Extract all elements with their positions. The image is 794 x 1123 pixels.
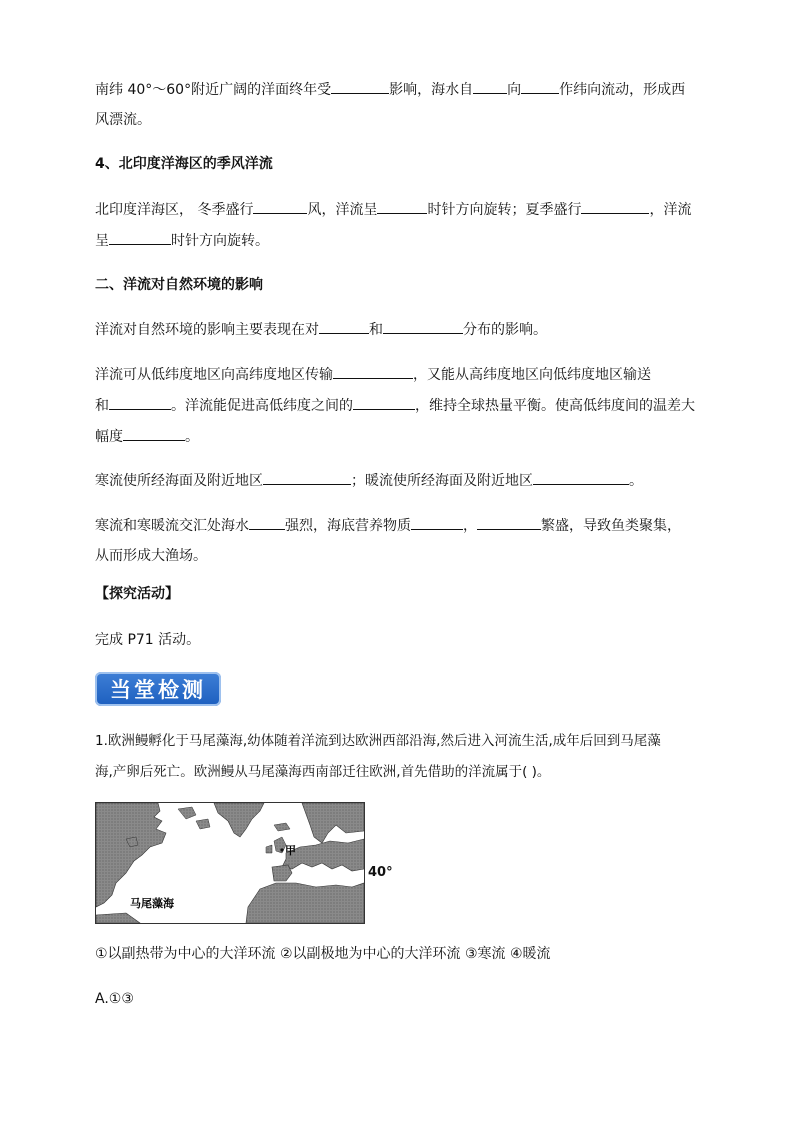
text-segment: 和 xyxy=(369,322,383,338)
atlantic-map xyxy=(95,802,365,924)
text-segment: 北印度洋海区， 冬季盛行 xyxy=(95,202,254,218)
fill-blank[interactable] xyxy=(383,319,463,334)
fill-blank[interactable] xyxy=(473,79,507,94)
fill-blank[interactable] xyxy=(109,230,171,245)
activity-text: 完成 P71 活动。 xyxy=(95,632,201,648)
heat-line-1 xyxy=(95,364,651,385)
text-segment: 作纬向流动，形成西 xyxy=(559,82,686,98)
text-segment: 影响，海水自 xyxy=(389,82,474,98)
text-segment: ，维持全球热量平衡。使高低纬度间的温差大 xyxy=(415,398,695,414)
text-segment: ；暖流使所经海面及附近地区 xyxy=(351,473,533,489)
latitude-40-label: 40° xyxy=(368,865,393,880)
fishery-line-1 xyxy=(95,515,681,536)
fill-blank[interactable] xyxy=(477,515,541,530)
text-segment: 和 xyxy=(95,398,109,414)
text-segment: 时针方向旋转；夏季盛行 xyxy=(427,202,582,218)
greenland-landmass xyxy=(214,803,264,837)
iceland-landmass xyxy=(274,823,290,831)
fill-blank[interactable] xyxy=(353,395,415,410)
fill-blank[interactable] xyxy=(123,426,185,441)
effect-line xyxy=(95,319,547,340)
activity-title: 【探究活动】 xyxy=(95,586,179,602)
answer-option-a[interactable]: A.①③ xyxy=(95,991,134,1007)
cold-warm-line xyxy=(95,470,643,491)
fill-blank[interactable] xyxy=(377,199,427,214)
section-badge: 当堂检测 xyxy=(95,672,221,706)
fill-blank[interactable] xyxy=(319,319,369,334)
text-segment: 洋流可从低纬度地区向高纬度地区传输 xyxy=(95,367,333,383)
text-segment: 。 xyxy=(629,473,643,489)
heat-line-2 xyxy=(95,395,695,416)
text-segment: 洋流对自然环境的影响主要表现在对 xyxy=(95,322,319,338)
text-segment: 幅度 xyxy=(95,429,123,445)
fill-blank[interactable] xyxy=(521,79,559,94)
fill-blank[interactable] xyxy=(263,470,351,485)
text-segment: ，又能从高纬度地区向低纬度地区输送 xyxy=(413,367,651,383)
text-segment: 寒流使所经海面及附近地区 xyxy=(95,473,263,489)
question-line-2: 海,产卵后死亡。欧洲鳗从马尾藻海西南部迁往欧洲,首先借助的洋流属于( )。 xyxy=(95,764,551,780)
fill-blank[interactable] xyxy=(581,199,649,214)
fishery-line-2: 从而形成大渔场。 xyxy=(95,548,207,564)
point-jia-marker xyxy=(280,848,283,851)
text-segment: ，洋流 xyxy=(649,202,692,218)
text-segment: 。洋流能促进高低纬度之间的 xyxy=(171,398,353,414)
arctic-island xyxy=(196,819,210,829)
text-segment: 强烈，海底营养物质 xyxy=(285,518,411,534)
text-segment: 寒流和寒暖流交汇处海水 xyxy=(95,518,249,534)
british-isles-landmass xyxy=(266,845,272,853)
section-2-title: 二、洋流对自然环境的影响 xyxy=(95,277,263,293)
fill-blank[interactable] xyxy=(109,395,171,410)
text-segment: 南纬 40°～60°附近广阔的洋面终年受 xyxy=(95,82,332,98)
monsoon-line-2 xyxy=(95,230,269,251)
text-segment: ， xyxy=(463,518,477,534)
sargasso-sea-label: 马尾藻海 xyxy=(130,897,174,910)
westerlies-line-2: 风漂流。 xyxy=(95,112,151,128)
section-4-title: 4、北印度洋海区的季风洋流 xyxy=(95,156,273,172)
fill-blank[interactable] xyxy=(249,515,285,530)
options-line: ①以副热带为中心的大洋环流 ②以副极地为中心的大洋环流 ③寒流 ④暖流 xyxy=(95,946,551,962)
question-line-1: 1.欧洲鳗孵化于马尾藻海,幼体随着洋流到达欧洲西部沿海,然后进入河流生活,成年后回到马尾藻 xyxy=(95,733,661,749)
point-jia-label: 甲 xyxy=(285,844,296,857)
scandinavia-landmass xyxy=(302,803,364,843)
fill-blank[interactable] xyxy=(333,364,413,379)
map-drawing xyxy=(96,803,364,923)
text-segment: 繁盛，导致鱼类聚集， xyxy=(541,518,681,534)
text-segment: 时针方向旋转。 xyxy=(171,233,269,249)
fill-blank[interactable] xyxy=(253,199,307,214)
south-america-landmass xyxy=(96,913,140,923)
text-segment: 向 xyxy=(507,82,522,98)
africa-landmass xyxy=(246,883,364,923)
text-segment: 分布的影响。 xyxy=(463,322,547,338)
fill-blank[interactable] xyxy=(533,470,629,485)
text-segment: 。 xyxy=(185,429,199,445)
iberia-landmass xyxy=(272,865,292,881)
fill-blank[interactable] xyxy=(331,79,389,94)
monsoon-line-1 xyxy=(95,199,691,220)
arctic-island xyxy=(178,807,196,819)
text-segment: 呈 xyxy=(95,233,109,249)
fill-blank[interactable] xyxy=(411,515,463,530)
text-segment: 风，洋流呈 xyxy=(307,202,378,218)
north-america-landmass xyxy=(96,803,166,907)
westerlies-line-1 xyxy=(95,79,685,100)
heat-line-3 xyxy=(95,426,199,447)
